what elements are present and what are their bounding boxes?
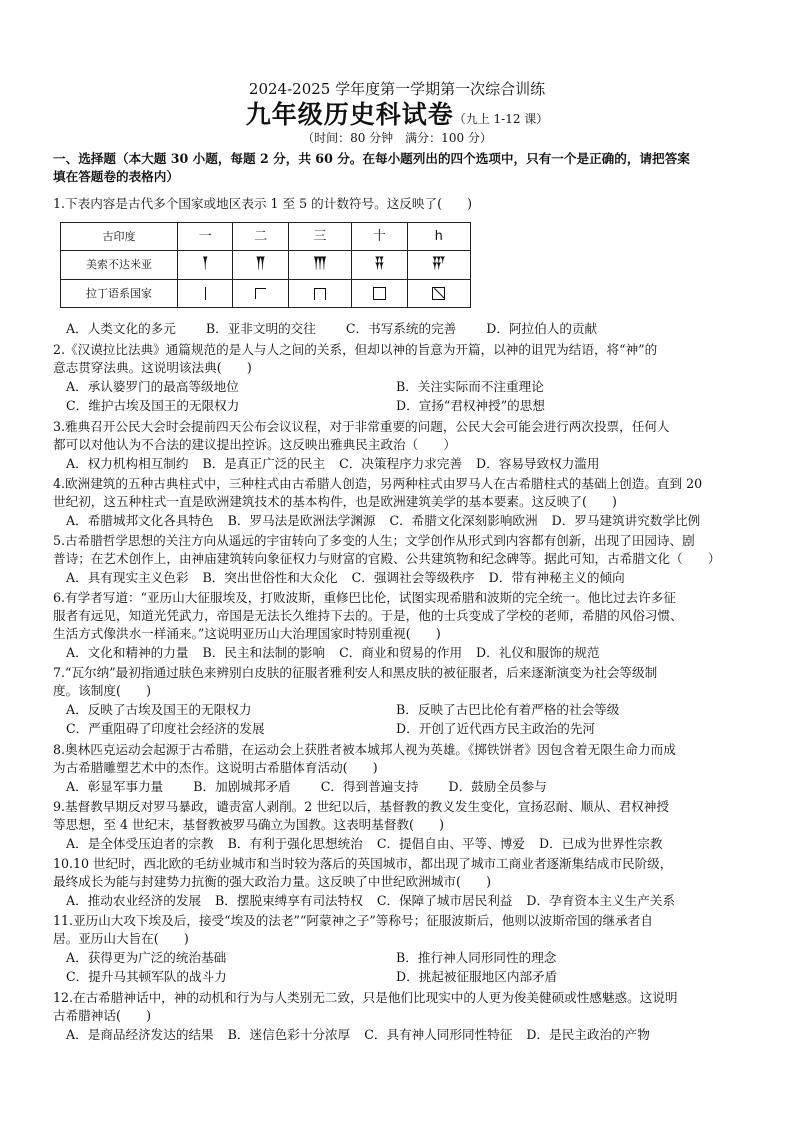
option-c: C．强调社会等级秩序 xyxy=(351,570,475,585)
option-b: B．罗马法是欧洲法学渊源 xyxy=(227,513,376,528)
q7-stem-1: 7.“瓦尔纳”最初指通过肤色来辨别白皮肤的征服者雅利安人和黑皮肤的被征服者，后来逐渐演变为社会等级制 xyxy=(53,665,658,680)
table-cell: h xyxy=(407,223,470,251)
table-cell: 𒐘 xyxy=(352,251,407,279)
exam-title-scope: （九上 1-12 课） xyxy=(453,112,549,126)
option-a: A．承认婆罗门的最高等级地位 xyxy=(66,379,239,394)
option-c: C．提倡自由、平等、博爱 xyxy=(376,836,526,851)
q4-options xyxy=(66,512,773,529)
option-c: C．希腊文化深刻影响欧洲 xyxy=(389,513,538,528)
option-a: A．人类文化的多元 xyxy=(66,321,176,336)
q6-options xyxy=(66,644,773,661)
option-b: B．突出世俗性和大众化 xyxy=(202,570,338,585)
option-b: B．是真正广泛的民主 xyxy=(202,456,326,471)
table-cell: 𒐗 xyxy=(288,251,351,279)
option-c: C．得到普遍支持 xyxy=(320,779,419,794)
latin-numeral-4-icon xyxy=(352,279,407,307)
option-c: C．严重阻碍了印度社会经济的发展 xyxy=(66,721,265,736)
option-c: C．具有神人同形同性特征 xyxy=(364,1027,513,1042)
q2-stem-1: 2.《汉谟拉比法典》通篇规范的是人与人之间的关系，但却以神的旨意为开篇，以神的诅咒为结语，将“神”的 xyxy=(53,342,658,357)
q8-stem-1: 8.奥林匹克运动会起源于古希腊，在运动会上获胜者被本城邦人视为英雄。《掷铁饼者》因包含着无限生命力而成 xyxy=(53,742,676,757)
table-row-label: 拉丁语系国家 xyxy=(61,279,178,307)
latin-numeral-1-icon xyxy=(178,279,233,307)
section-instructions-line2: 填在答题卷的表格内） xyxy=(53,169,179,184)
option-d: D．礼仪和服饰的规范 xyxy=(476,645,600,660)
table-cell: 三 xyxy=(288,223,351,251)
q10-stem-1: 10.10 世纪时，西北欧的毛纺业城市和当时较为落后的英国城市，都出现了城市工商业者逐渐集结成市民阶级， xyxy=(53,856,673,871)
q4-stem-1: 4.欧洲建筑的五种古典柱式中，三种柱式由古希腊人创造，另两种柱式由罗马人在古希腊柱式的基础上创造。直到 20 xyxy=(53,476,703,491)
table-row xyxy=(61,251,471,279)
q6-stem-3: 生活方式像洪水一样涌来。”这说明亚历山大治理国家时特别重视( ) xyxy=(53,626,441,641)
option-c: C．提升马其顿军队的战斗力 xyxy=(66,969,227,984)
option-d: D．已成为世界性宗教 xyxy=(539,836,663,851)
q12-stem-1: 12.在古希腊神话中，神的动机和行为与人类别无二致，只是他们比现实中的人更为俊美健硕或性感魅惑。这说明 xyxy=(53,990,678,1005)
table-cell: 二 xyxy=(233,223,288,251)
option-d: D．挑起被征服地区内部矛盾 xyxy=(396,969,558,984)
option-a: A．是全体受压迫者的宗教 xyxy=(66,836,214,851)
option-a: A．反映了古埃及国王的无限权力 xyxy=(66,702,252,717)
q8-stem-2: 为古希腊雕塑艺术中的杰作。这说明古希腊体育活动( ) xyxy=(53,760,378,775)
table-cell: 十 xyxy=(352,223,407,251)
option-b: B．迷信色彩十分浓厚 xyxy=(227,1027,351,1042)
q5-stem-1: 5.古希腊哲学思想的关注方向从遥远的宇宙转向了多变的人生；文学创作从形式到内容都有创新，出现了田园诗、剧 xyxy=(53,533,695,548)
option-d: D．带有神秘主义的倾向 xyxy=(488,570,625,585)
table-row-label: 古印度 xyxy=(61,223,178,251)
q1-stem: 1.下表内容是古代多个国家或地区表示 1 至 5 的计数符号。这反映了( ) xyxy=(53,196,473,211)
exam-term-line: 2024-2025 学年度第一学期第一次综合训练 xyxy=(248,80,546,98)
option-b: B．亚非文明的交往 xyxy=(205,321,316,336)
exam-title-main: 九年级历史科试卷 xyxy=(245,100,454,129)
q7-stem-2: 度。该制度( ) xyxy=(53,683,151,698)
q3-stem-1: 3.雅典召开公民大会时会提前四天公布会议议程，对于非常重要的问题，公民大会可能会进行两次投票，任何人 xyxy=(53,419,670,434)
option-c: C．决策程序力求完善 xyxy=(339,456,463,471)
option-d: D．宣扬“君权神授”的思想 xyxy=(396,398,545,413)
table-cell: 𒐙 xyxy=(407,251,470,279)
table-cell: 𒐕 xyxy=(178,251,233,279)
q12-options xyxy=(66,1026,773,1043)
option-d: D．开创了近代西方民主政治的先河 xyxy=(396,721,596,736)
option-b: B．民主和法制的影响 xyxy=(202,645,326,660)
q4-stem-2: 世纪初，这五种柱式一直是欧洲建筑技术的基本构件，也是欧洲建筑美学的基本要素。这反映了( ) xyxy=(53,494,617,509)
table-row-label: 美索不达米亚 xyxy=(61,251,178,279)
option-a: A．获得更为广泛的统治基础 xyxy=(66,950,227,965)
q1-options xyxy=(66,320,773,337)
option-a: A．具有现实主义色彩 xyxy=(66,570,189,585)
option-a: A．文化和精神的力量 xyxy=(66,645,189,660)
q12-stem-2: 古希腊神话( ) xyxy=(53,1008,151,1023)
table-cell: 一 xyxy=(178,223,233,251)
latin-numeral-5-icon xyxy=(407,279,470,307)
option-d: D．孕育资本主义生产关系 xyxy=(526,893,676,908)
q10-stem-2: 最终成长为能与封建势力抗衡的强大政治力量。这反映了中世纪欧洲城市( ) xyxy=(53,874,492,889)
q11-options xyxy=(66,949,773,985)
option-c: C．书写系统的完善 xyxy=(345,321,457,336)
option-b: B．反映了古巴比伦有着严格的社会等级 xyxy=(396,702,620,717)
option-d: D．容易导致权力滥用 xyxy=(476,456,600,471)
latin-numeral-2-icon xyxy=(233,279,288,307)
q5-stem-2: 普诗；在艺术创作上，由神庙建筑转向象征权力与财富的官殿、公共建筑物和纪念碑等。据此可知，古希腊文化（ ） xyxy=(53,551,721,566)
latin-numeral-3-icon xyxy=(288,279,351,307)
q9-options xyxy=(66,835,773,852)
table-row xyxy=(61,279,471,307)
option-b: B．加剧城邦矛盾 xyxy=(193,779,291,794)
section-instructions-line1: 一、选择题（本大题 30 小题，每题 2 分，共 60 分。在每小题列出的四个选项中，只有一个是正确的，请把答案 xyxy=(53,151,690,166)
option-a: A．希腊城邦文化各具特色 xyxy=(66,513,214,528)
option-a: A．推动农业经济的发展 xyxy=(66,893,202,908)
q5-options xyxy=(66,569,773,586)
table-row xyxy=(61,223,471,251)
option-d: D．是民主政治的产物 xyxy=(526,1027,650,1042)
option-d: D．罗马建筑讲究数学比例 xyxy=(551,513,701,528)
q8-options xyxy=(66,778,773,795)
q6-stem-1: 6.有学者写道：“亚历山大征服埃及，打败波斯，重修巴比伦，试图实现希腊和波斯的完全统一。他比过去许多征 xyxy=(53,590,676,605)
q6-stem-2: 服者有远见，知道光凭武力，帝国是无法长久维持下去的。于是，他的士兵变成了学校的老师，希腊的风俗习惯、 xyxy=(53,608,683,623)
q9-stem-1: 9.基督教早期反对罗马暴政，谴责富人剥削。2 世纪以后，基督教的教义发生变化，宣扬忍耐、顺从、君权神授 xyxy=(53,799,669,814)
option-a: A．是商品经济发达的结果 xyxy=(66,1027,214,1042)
option-a: A．彰显军事力量 xyxy=(66,779,164,794)
option-a: A．权力机构相互制约 xyxy=(66,456,189,471)
q7-options xyxy=(66,701,773,737)
option-b: B．推行神人同形同性的理念 xyxy=(396,950,557,965)
q9-stem-2: 等思想，至 4 世纪末，基督教被罗马确立为国教。这表明基督教( ) xyxy=(53,817,445,832)
q3-options xyxy=(66,455,773,472)
option-d: D．阿拉伯人的贡献 xyxy=(486,321,598,336)
exam-title xyxy=(0,101,794,133)
option-c: C．保障了城市居民利益 xyxy=(376,893,513,908)
table-cell: 𒐖 xyxy=(233,251,288,279)
q11-stem-1: 11.亚历山大攻下埃及后，接受“埃及的法老”“阿蒙神之子”等称号；征服波斯后，他则以波斯帝国的继承者自 xyxy=(53,913,653,928)
option-c: C．维护古埃及国王的无限权力 xyxy=(66,398,240,413)
q11-stem-2: 居。亚历山大旨在( ) xyxy=(53,931,189,946)
option-c: C．商业和贸易的作用 xyxy=(339,645,463,660)
option-b: B．有利于强化思想统治 xyxy=(227,836,363,851)
option-d: D．鼓励全员参与 xyxy=(448,779,547,794)
q2-stem-2: 意志贯穿法典。这说明该法典( ) xyxy=(53,360,252,375)
exam-meta: （时间：80 分钟 满分：100 分） xyxy=(302,131,492,145)
numeral-table xyxy=(60,222,471,308)
q10-options xyxy=(66,892,773,909)
q3-stem-2: 都可以对他认为不合法的建议提出控诉。这反映出雅典民主政治（ ） xyxy=(53,437,456,452)
option-b: B．关注实际而不注重理论 xyxy=(396,379,544,394)
option-b: B．摆脱束缚享有司法特权 xyxy=(215,893,363,908)
q2-options xyxy=(66,378,773,414)
